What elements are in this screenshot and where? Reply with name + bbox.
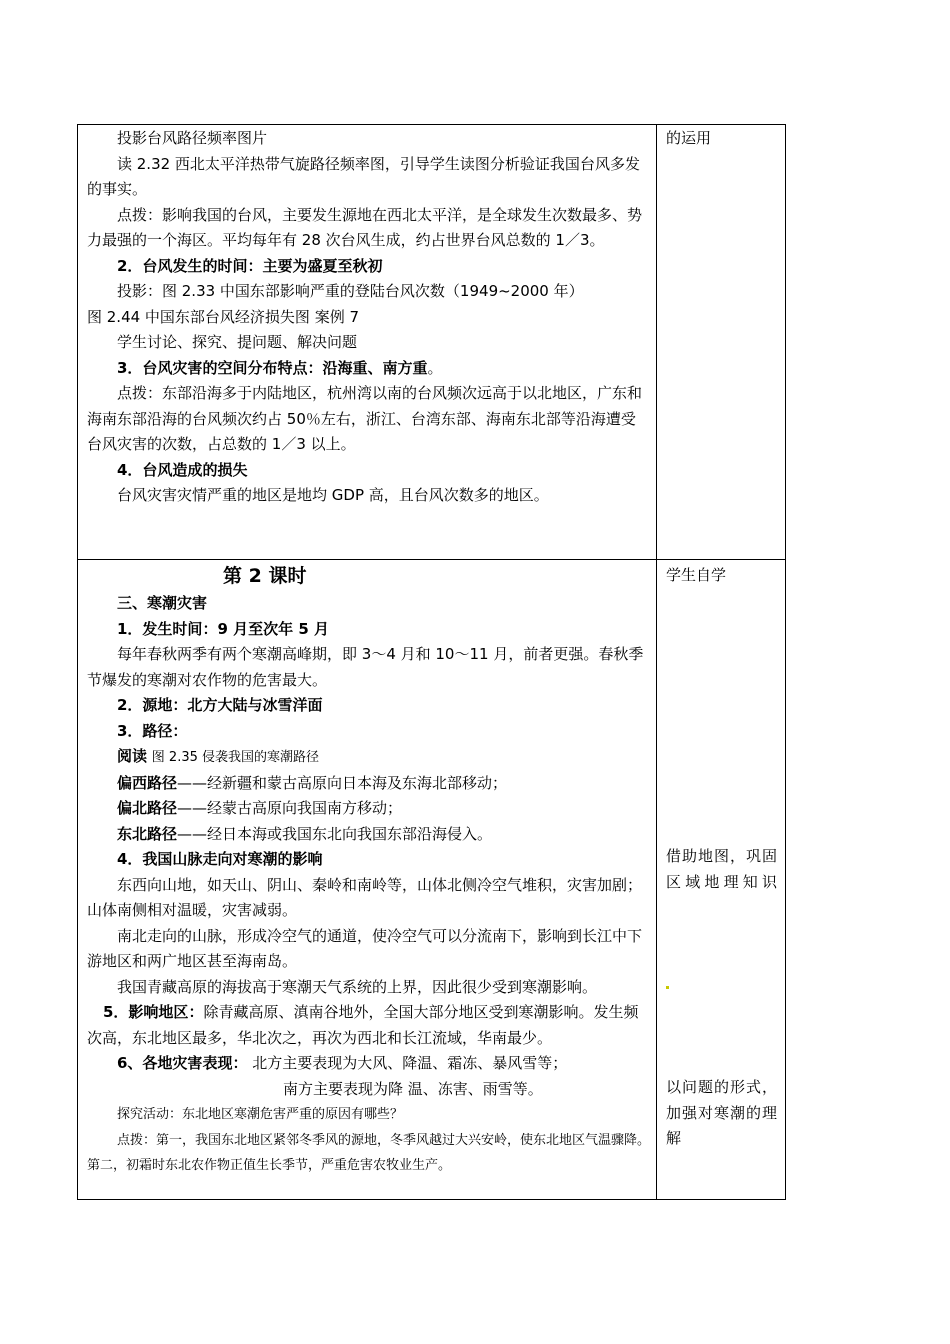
lead-text: 偏北路径 [117, 799, 178, 817]
paragraph: 南方主要表现为降 温、冻害、雨雪等。 [283, 1079, 543, 1098]
paragraph: 探究活动：东北地区寒潮危害严重的原因有哪些？ [117, 1107, 404, 1122]
table-row [78, 125, 786, 560]
note-text: 学生自学 [666, 566, 727, 584]
paragraph: 点拨：东部沿海多于内陆地区，杭州湾以南的台风频次远高于以北地区，广东和海南东部沿海的台风频次约占 50％左右，浙江、台湾东部、海南东北部等沿海遭受台风灾害的次数，占总数的 1／3 以上。 [87, 384, 643, 453]
paragraph: 点拨：影响我国的台风，主要发生源地在西北太平洋，是全球发生次数最多、势力最强的一个海区。平均每年有 28 次台风生成，约占世界台风总数的 1／3。 [87, 205, 643, 249]
table-row [78, 560, 786, 1200]
paragraph: 南北走向的山脉，形成冷空气的通道，使冷空气可以分流南下，影响到长江中下游地区和两广地区甚至海南岛。 [87, 926, 643, 970]
lead-text: 阅读 [117, 747, 148, 765]
lead-text: 偏西路径 [117, 773, 178, 792]
paragraph [87, 1000, 650, 1051]
paragraph: 读 2.32 西北太平洋热带气旋路径频率图，引导学生读图分析验证我国台风多发的事实。 [87, 154, 640, 198]
paragraph: 台风灾害灾情严重的地区是地均 GDP 高，且台风次数多的地区。 [117, 486, 549, 504]
body-text: ——经新疆和蒙古高原向日本海及东海北部移动； [177, 773, 508, 792]
lesson-plan-table [77, 124, 786, 1200]
body-text: 北方主要表现为大风、降温、霜冻、暴风雪等； [252, 1054, 568, 1072]
paragraph [87, 744, 650, 771]
notes-cell [657, 560, 786, 1200]
paragraph: 学生讨论、探究、提问题、解决问题 [117, 333, 358, 351]
lesson-title: 第 2 课时 [223, 565, 307, 587]
lead-text: 东北路径 [117, 824, 178, 843]
period: 。 [427, 358, 443, 377]
paragraph: 东西向山地，如天山、阴山、秦岭和南岭等，山体北侧冷空气堆积，灾害加剧；山体南侧相对温暖，灾害减弱。 [87, 875, 643, 919]
body-text: 图 2.35 侵袭我国的寒潮路径 [151, 750, 320, 765]
content-cell [78, 125, 657, 560]
note-text: 借助地图，巩固区域地理知识 [666, 847, 777, 891]
notes-cell [657, 125, 786, 560]
heading-text: 3．台风灾害的空间分布特点：沿海重、南方重 [117, 358, 428, 377]
lead-text: 6、各地灾害表现： [117, 1054, 248, 1072]
paragraph: 投影：图 2.33 中国东部影响严重的登陆台风次数（1949~2000 年） [117, 282, 584, 300]
content-cell [78, 560, 657, 1200]
heading: 3．路径： [117, 721, 188, 740]
note-text: 以问题的形式，加强对寒潮的理解 [666, 1078, 777, 1147]
paragraph: 点拨：第一，我国东北地区紧邻冬季风的源地，冬季风越过大兴安岭，使东北地区气温骤降。第二，初霜时东北农作物正值生长季节，严重危害农牧业生产。 [87, 1132, 651, 1173]
heading: 2．源地：北方大陆与冰雪洋面 [117, 696, 323, 714]
paragraph: 每年春秋两季有两个寒潮高峰期，即 3～4 月和 10～11 月，前者更强。春秋季节爆发的寒潮对农作物的危害最大。 [87, 645, 644, 689]
body-text: ——经日本海或我国东北向我国东部沿海侵入。 [177, 824, 493, 843]
body-text: ——经蒙古高原向我国南方移动； [177, 799, 403, 817]
paragraph [87, 822, 650, 848]
heading: 1．发生时间：9 月至次年 5 月 [117, 619, 329, 638]
body-text: 除青藏高原、滇南谷地外，全国大部分地区受到寒潮影响。发生频次高，东北地区最多，华北次之，再次为西北和长江流域，华南最少。 [87, 1003, 639, 1047]
heading: 2．台风发生的时间：主要为盛夏至秋初 [117, 256, 383, 275]
heading: 4．我国山脉走向对寒潮的影响 [117, 850, 323, 868]
heading [87, 356, 650, 382]
paragraph: 我国青藏高原的海拔高于寒潮天气系统的上界，因此很少受到寒潮影响。 [117, 977, 598, 996]
paragraph [87, 1051, 650, 1077]
marker-dot [666, 986, 669, 989]
paragraph: 图 2.44 中国东部台风经济损失图 案例 7 [87, 307, 360, 326]
paragraph [87, 771, 650, 797]
note-text: 的运用 [666, 129, 712, 147]
section-heading: 三、寒潮灾害 [117, 594, 208, 612]
paragraph: 投影台风路径频率图片 [117, 129, 268, 147]
lead-text: 5．影响地区： [103, 1003, 204, 1021]
paragraph [87, 796, 650, 822]
heading: 4．台风造成的损失 [117, 460, 248, 479]
